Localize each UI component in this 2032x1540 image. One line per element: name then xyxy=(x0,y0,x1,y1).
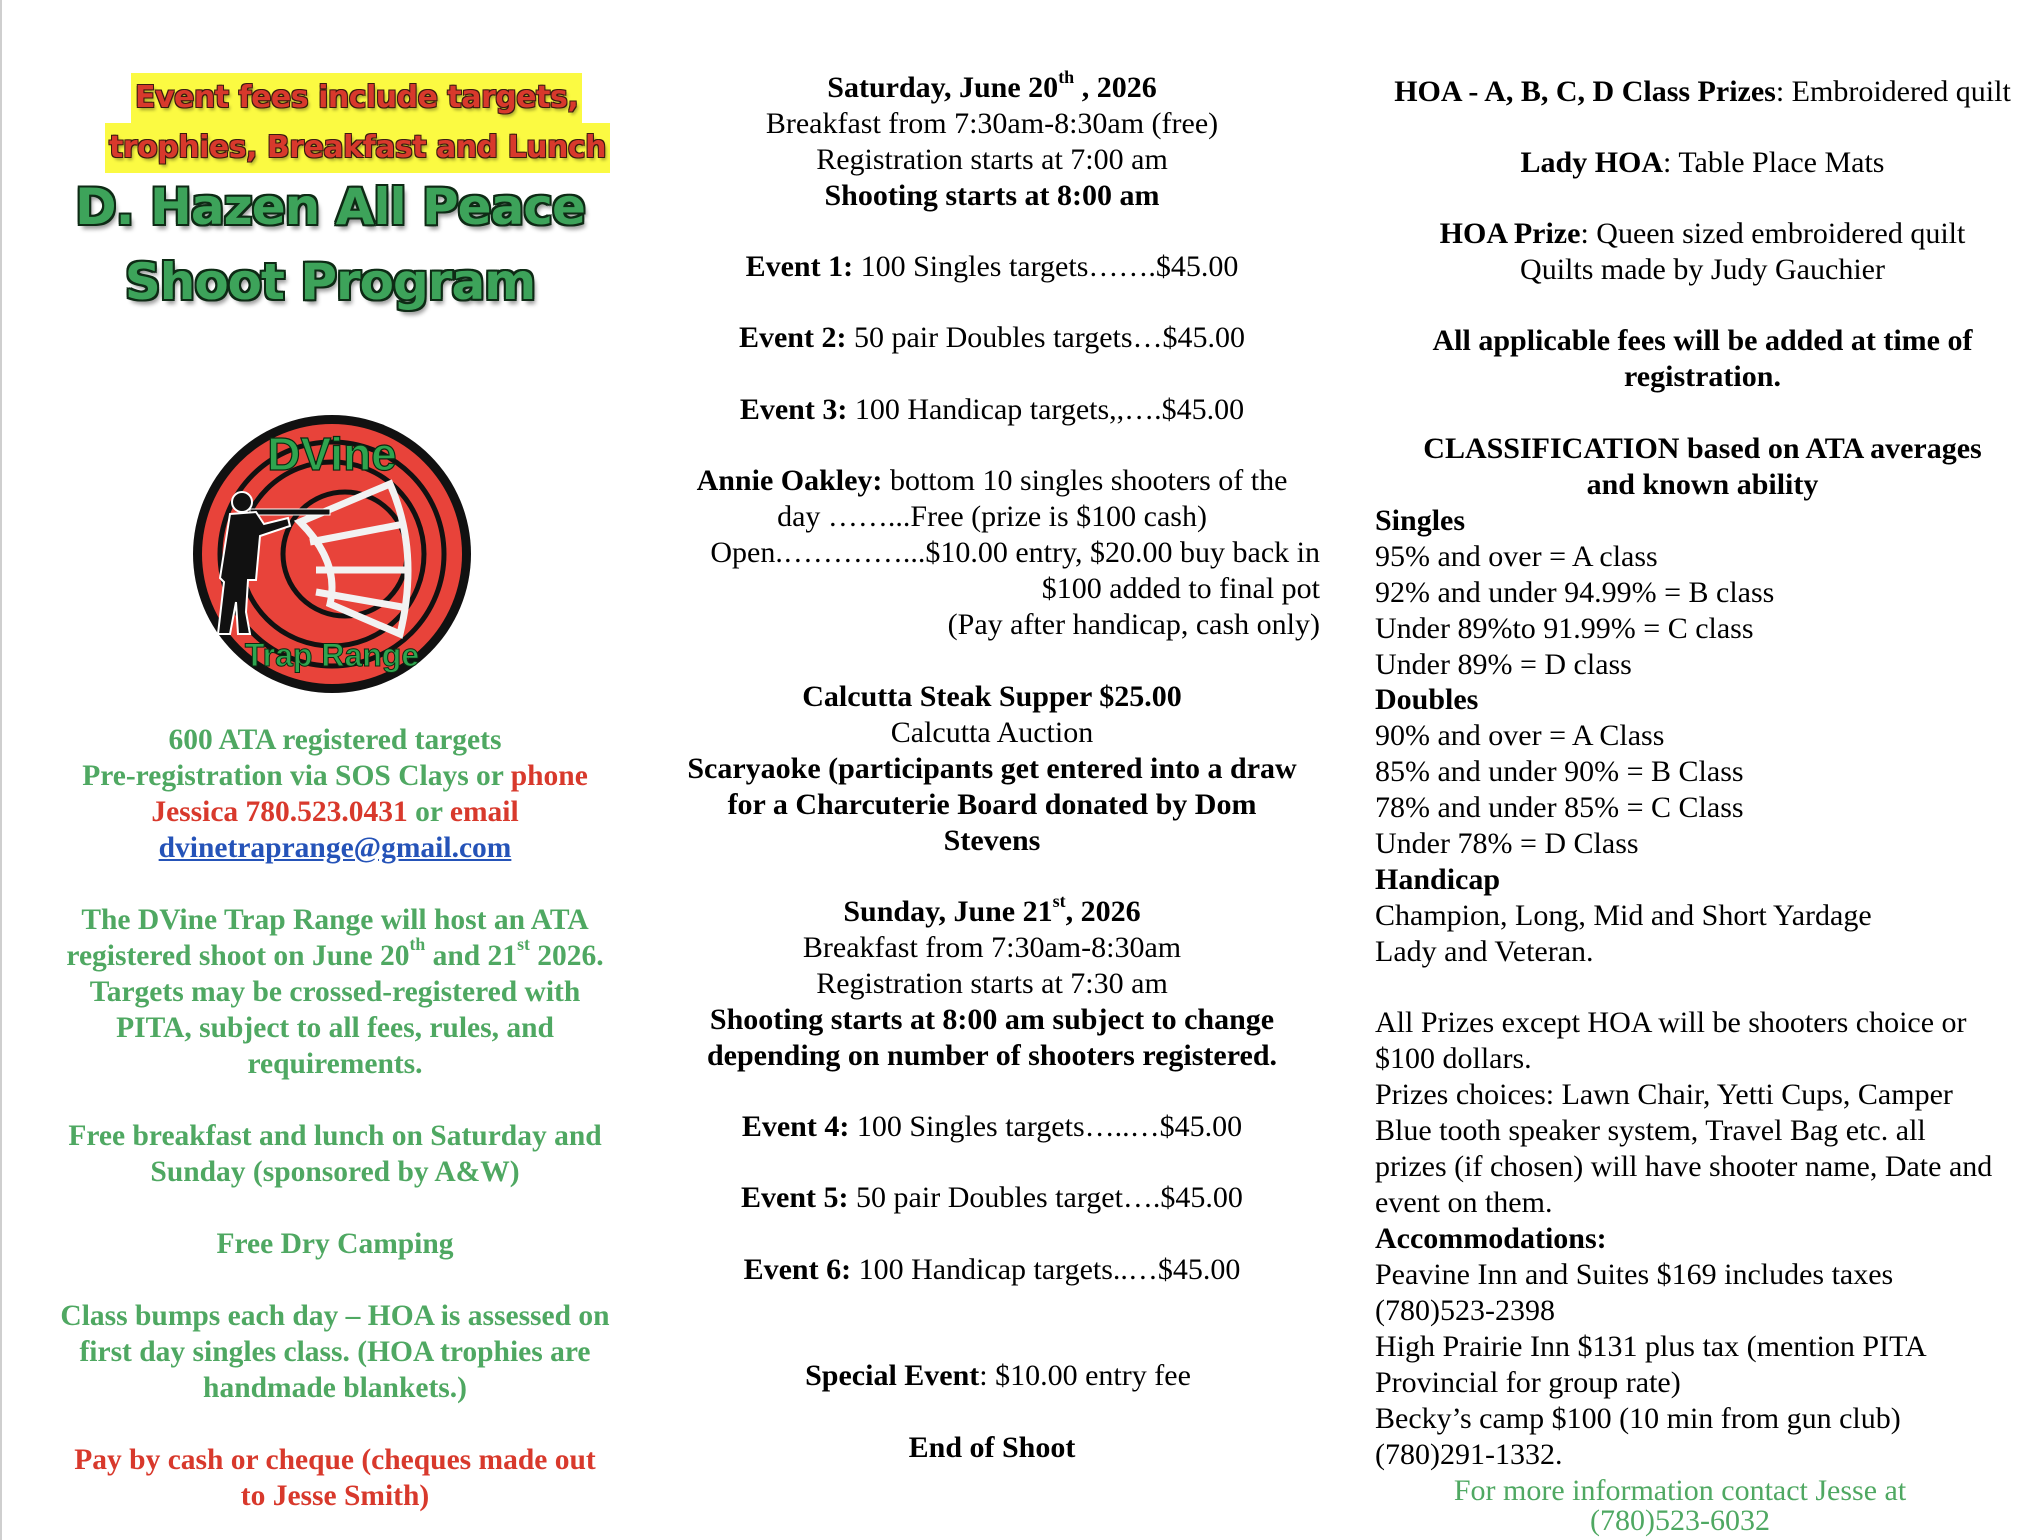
singles-title: Singles xyxy=(1375,504,1466,537)
event-3 xyxy=(662,392,1322,428)
preregistration-line xyxy=(30,758,640,794)
doubles-class-c: 78% and under 85% = C Class xyxy=(1375,791,1744,824)
accommodation-line-4: Provincial for group rate) xyxy=(1375,1366,1681,1399)
special-event-text: : $10.00 entry fee xyxy=(979,1359,1191,1392)
saturday-date-a: Saturday, June 20 xyxy=(827,71,1059,104)
event-4-label: Event 4: xyxy=(741,1110,850,1143)
open-line-3: (Pay after handicap, cash only) xyxy=(947,608,1320,641)
host-line-1: The DVine Trap Range will host an ATA xyxy=(81,904,589,936)
email-label: email xyxy=(449,796,519,828)
quilts-maker: Quilts made by Judy Gauchier xyxy=(1520,253,1885,286)
annie-oakley-text: bottom 10 singles shooters of the xyxy=(882,464,1288,497)
sunday-date-b: , 2026 xyxy=(1065,895,1141,928)
doubles-class-d: Under 78% = D Class xyxy=(1375,827,1639,860)
prizes-info-line-4: Blue tooth speaker system, Travel Bag etc. all xyxy=(1375,1114,1926,1147)
calcutta-auction: Calcutta Auction xyxy=(890,716,1094,749)
event-3-text: 100 Handicap targets,,….$45.00 xyxy=(847,393,1245,426)
event-2-text: 50 pair Doubles targets…$45.00 xyxy=(846,321,1246,354)
payment-line-1: Pay by cash or cheque (cheques made out xyxy=(74,1444,596,1476)
saturday-date-sup: th xyxy=(1058,67,1075,87)
event-1-text: 100 Singles targets…….$45.00 xyxy=(853,250,1239,283)
event-6 xyxy=(662,1252,1322,1288)
dvine-logo xyxy=(190,412,474,696)
annie-oakley-line-2: day ……...Free (prize is $100 cash) xyxy=(777,500,1207,533)
prizes-info-line-3: Prizes choices: Lawn Chair, Yetti Cups, Camper xyxy=(1375,1078,1953,1111)
saturday-date-b: , 2026 xyxy=(1074,71,1157,104)
event-4 xyxy=(662,1109,1322,1145)
contact-info-phone: (780)523-6032 xyxy=(1590,1504,1770,1537)
accommodations-title: Accommodations: xyxy=(1375,1222,1607,1255)
lady-hoa xyxy=(1375,145,2030,181)
event-1 xyxy=(662,249,1322,285)
sunday-breakfast: Breakfast from 7:30am-8:30am xyxy=(802,931,1182,964)
annie-oakley-label: Annie Oakley: xyxy=(696,464,883,497)
saturday-date xyxy=(662,67,1322,106)
targets-count: 600 ATA registered targets xyxy=(168,724,502,756)
contact-line xyxy=(30,794,640,830)
doubles-title: Doubles xyxy=(1375,683,1479,716)
accommodation-line-5: Becky’s camp $100 (10 min from gun club) xyxy=(1375,1402,1901,1435)
classification-heading-2: and known ability xyxy=(1586,468,1819,501)
event-5 xyxy=(662,1180,1322,1216)
host-sup-th: th xyxy=(409,934,426,954)
email-link[interactable]: dvinetraprange@gmail.com xyxy=(158,832,512,864)
accommodation-line-1: Peavine Inn and Suites $169 includes taxes xyxy=(1375,1258,1894,1291)
sunday-date-a: Sunday, June 21 xyxy=(843,895,1053,928)
sunday-registration: Registration starts at 7:30 am xyxy=(816,967,1168,1000)
saturday-shooting: Shooting starts at 8:00 am xyxy=(824,179,1160,212)
contact-phone: Jessica 780.523.0431 xyxy=(151,796,408,828)
singles-class-d: Under 89% = D class xyxy=(1375,648,1632,681)
fees-note-line-1: All applicable fees will be added at time of xyxy=(1432,324,1973,357)
fees-highlight-line1: Event fees include targets, xyxy=(131,73,582,123)
bumps-line-2: first day singles class. (HOA trophies are xyxy=(79,1336,591,1368)
event-1-label: Event 1: xyxy=(745,250,854,283)
sunday-shooting-line-1: Shooting starts at 8:00 am subject to change xyxy=(709,1003,1275,1036)
breakfast-line-2: Sunday (sponsored by A&W) xyxy=(150,1156,520,1188)
event-4-text: 100 Singles targets…..…$45.00 xyxy=(849,1110,1243,1143)
singles-class-b: 92% and under 94.99% = B class xyxy=(1375,576,1775,609)
preregistration-text: Pre-registration via SOS Clays or xyxy=(82,760,511,792)
saturday-registration: Registration starts at 7:00 am xyxy=(816,143,1168,176)
event-2-label: Event 2: xyxy=(738,321,847,354)
classification-heading-1: CLASSIFICATION based on ATA averages xyxy=(1423,432,1982,465)
sunday-shooting-line-2: depending on number of shooters registered. xyxy=(706,1039,1278,1072)
breakfast-line-1: Free breakfast and lunch on Saturday and xyxy=(68,1120,602,1152)
prizes-info-line-1: All Prizes except HOA will be shooters choice or xyxy=(1375,1006,1967,1039)
calcutta-supper: Calcutta Steak Supper $25.00 xyxy=(802,680,1182,713)
page-edge xyxy=(0,0,2,1540)
accommodation-line-3: High Prairie Inn $131 plus tax (mention PITA xyxy=(1375,1330,1927,1363)
prizes-info-line-5: prizes (if chosen) will have shooter name, Date and xyxy=(1375,1150,1993,1183)
bumps-line-3: handmade blankets.) xyxy=(203,1372,467,1404)
doubles-class-b: 85% and under 90% = B Class xyxy=(1375,755,1744,788)
event-6-text: 100 Handicap targets..…$45.00 xyxy=(851,1253,1241,1286)
host-line-2-a: registered shoot on June 20 xyxy=(66,940,410,972)
open-line-2: $100 added to final pot xyxy=(1041,572,1320,605)
handicap-line-1: Champion, Long, Mid and Short Yardage xyxy=(1375,899,1872,932)
host-line-4: PITA, subject to all fees, rules, and xyxy=(116,1012,554,1044)
handicap-line-2: Lady and Veteran. xyxy=(1375,935,1594,968)
sunday-date-sup: st xyxy=(1052,891,1066,911)
singles-class-c: Under 89%to 91.99% = C class xyxy=(1375,612,1754,645)
host-line-3: Targets may be crossed-registered with xyxy=(89,976,581,1008)
hoa-prize-text: : Queen sized embroidered quilt xyxy=(1580,217,1966,250)
host-line-2-b: and 21 xyxy=(425,940,518,972)
fees-note-line-2: registration. xyxy=(1624,360,1781,393)
class-prizes xyxy=(1375,74,2030,110)
sunday-date xyxy=(662,891,1322,930)
event-6-label: Event 6: xyxy=(743,1253,852,1286)
logo-top-text: DVine xyxy=(267,428,397,480)
bumps-line-1: Class bumps each day – HOA is assessed on xyxy=(60,1300,610,1332)
handicap-title: Handicap xyxy=(1375,863,1501,896)
event-5-label: Event 5: xyxy=(741,1181,849,1214)
singles-class-a: 95% and over = A class xyxy=(1375,540,1658,573)
phone-label: phone xyxy=(510,760,588,792)
payment-line-2: to Jesse Smith) xyxy=(240,1480,430,1512)
contact-info-line-1: For more information contact Jesse at xyxy=(1453,1474,1907,1507)
special-event-label: Special Event xyxy=(805,1359,980,1392)
lady-hoa-label: Lady HOA xyxy=(1520,146,1664,179)
class-prizes-label: HOA - A, B, C, D Class Prizes xyxy=(1394,75,1776,108)
camping-line: Free Dry Camping xyxy=(216,1228,454,1260)
fees-highlight-line2: trophies, Breakfast and Lunch xyxy=(105,123,610,173)
event-2 xyxy=(662,320,1322,356)
prizes-info-line-6: event on them. xyxy=(1375,1186,1553,1219)
hoa-prize xyxy=(1375,216,2030,252)
page-title-line1: D. Hazen All Peace xyxy=(75,178,585,236)
host-line-5: requirements. xyxy=(247,1048,423,1080)
prizes-info-line-2: $100 dollars. xyxy=(1375,1042,1532,1075)
class-prizes-text: : Embroidered quilt xyxy=(1775,75,2011,108)
contact-or: or xyxy=(407,796,450,828)
scaryaoke-line-2: for a Charcuterie Board donated by Dom xyxy=(727,788,1257,821)
hoa-prize-label: HOA Prize xyxy=(1439,217,1581,250)
scaryaoke-line-3: Stevens xyxy=(943,824,1041,857)
end-of-shoot: End of Shoot xyxy=(908,1431,1076,1464)
special-event xyxy=(668,1358,1328,1394)
saturday-breakfast: Breakfast from 7:30am-8:30am (free) xyxy=(765,107,1219,140)
accommodation-line-6: (780)291-1332. xyxy=(1375,1438,1563,1471)
event-3-label: Event 3: xyxy=(739,393,848,426)
lady-hoa-text: : Table Place Mats xyxy=(1663,146,1885,179)
open-line-1: Open.…………...$10.00 entry, $20.00 buy back in xyxy=(710,536,1320,569)
scaryaoke-line-1: Scaryaoke (participants get entered into a draw xyxy=(687,752,1297,785)
host-sup-st: st xyxy=(517,934,530,954)
doubles-class-a: 90% and over = A Class xyxy=(1375,719,1665,752)
accommodation-line-2: (780)523-2398 xyxy=(1375,1294,1555,1327)
host-line-2-c: 2026. xyxy=(529,940,604,972)
page-title-line2: Shoot Program xyxy=(124,253,536,311)
host-line-2 xyxy=(30,934,640,974)
annie-oakley-line-1 xyxy=(662,463,1322,499)
logo-bottom-text: Trap Range xyxy=(244,637,420,673)
event-5-text: 50 pair Doubles target….$45.00 xyxy=(848,1181,1243,1214)
